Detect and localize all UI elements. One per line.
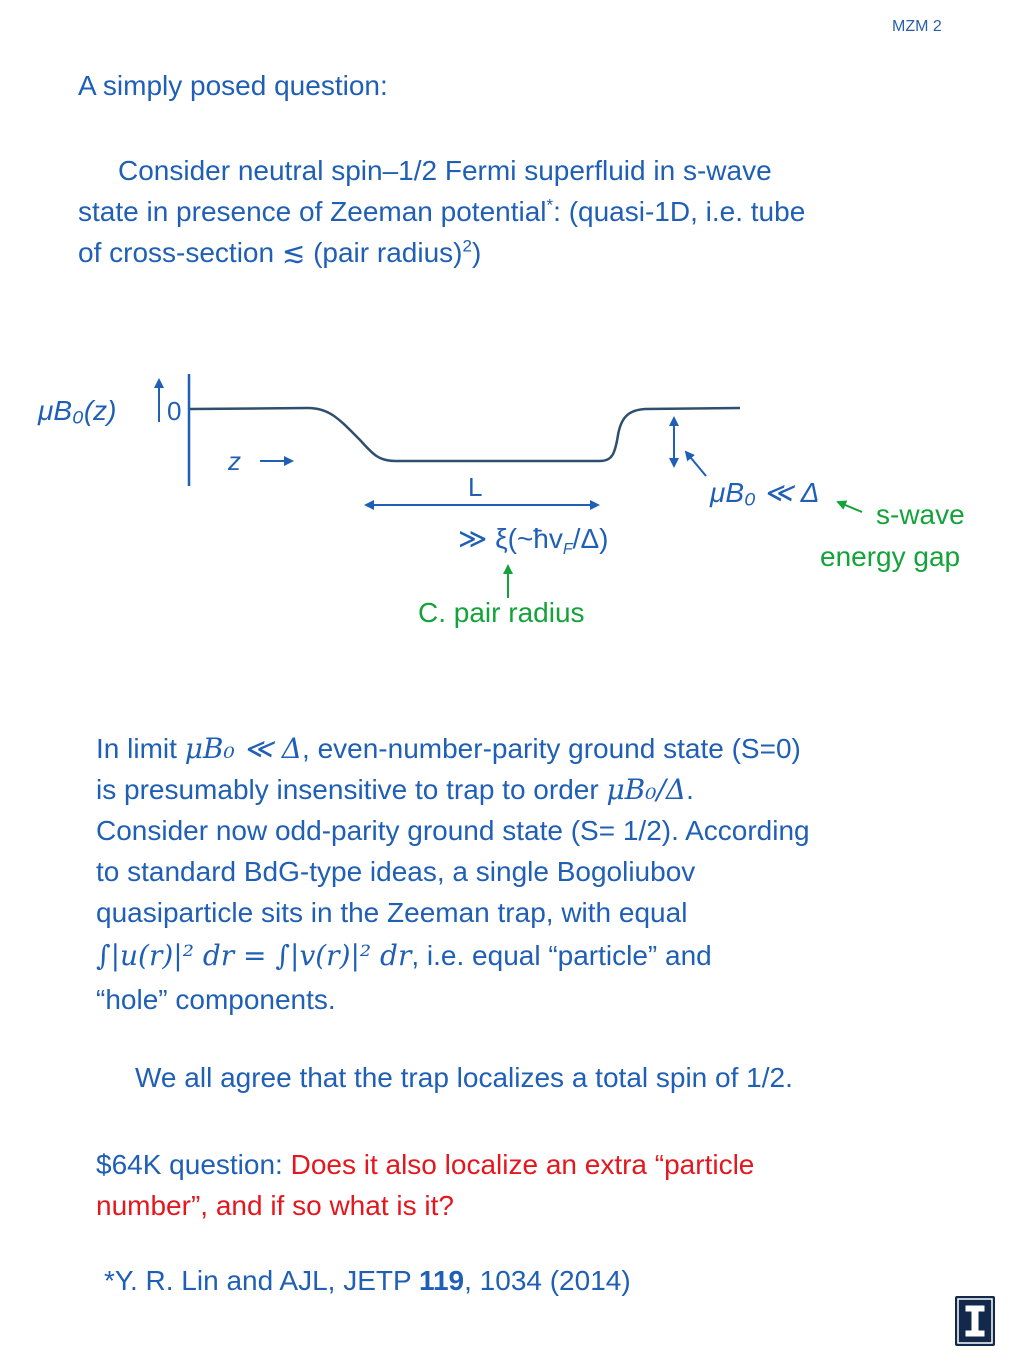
depth-pointer-arrow-icon [686, 452, 706, 476]
potential-curve [190, 408, 740, 461]
body-line-3: Consider now odd-parity ground state (S= 1/2). According [96, 815, 810, 846]
university-logo [955, 1296, 995, 1346]
body-line-6: ∫|u(r)|² dr = ∫|v(r)|² dr, i.e. equal “particle” and [96, 939, 712, 972]
gap-pointer-arrow-icon [838, 502, 862, 512]
body-line-2: is presumably insensitive to trap to order μB₀/Δ. [96, 773, 694, 806]
zero-label: 0 [167, 396, 182, 426]
question-prefix: $64K question: [96, 1149, 291, 1180]
gap-label-line-1: s-wave [876, 499, 965, 530]
zeeman-trap-diagram [0, 360, 1024, 640]
pair-radius-label: C. pair radius [418, 597, 585, 628]
length-condition: ≫ $\xi(\sim ħv_F/\Delta)$ [458, 523, 609, 558]
gap-label-line-2: energy gap [820, 541, 961, 572]
body-paragraph [96, 728, 956, 1020]
footnote-marker: * [546, 195, 554, 215]
slide-heading: A simply posed question: [78, 70, 388, 101]
reference: *Y. R. Lin and AJL, JETP 119, 1034 (2014) [104, 1265, 631, 1296]
body-line-4: to standard BdG-type ideas, a single Bogoliubov [96, 856, 696, 887]
intro-line-2: state in presence of Zeeman potential*: (quasi-1D, i.e. tube [78, 195, 806, 227]
body-line-1: In limit μB₀ ≪ Δ, even-number-parity ground state (S=0) [96, 732, 801, 765]
slide-number: MZM 2 [892, 18, 942, 35]
z-axis-label: z [228, 446, 241, 476]
body-line-7: “hole” components. [96, 984, 336, 1015]
zeeman-potential-label: μB₀(z) [38, 395, 117, 426]
intro-paragraph [78, 150, 958, 273]
length-label: L [468, 472, 483, 502]
question-highlight-2: number”, and if so what is it? [96, 1190, 454, 1221]
intro-line-3: of cross-section ≲ (pair radius)$^2$) [78, 236, 482, 268]
intro-line-1: Consider neutral spin–1/2 Fermi superfluid in s-wave [118, 155, 772, 186]
question-highlight-1: Does it also localize an extra “particle [290, 1149, 755, 1180]
agreement-statement: We all agree that the trap localizes a total spin of 1/2. [135, 1062, 793, 1093]
key-question [96, 1144, 956, 1226]
reference-volume: 119 [418, 1265, 465, 1296]
body-line-5: quasiparticle sits in the Zeeman trap, with equal [96, 897, 688, 928]
depth-label: μB₀ ≪ Δ [710, 477, 820, 508]
block-i-icon [955, 1296, 995, 1346]
